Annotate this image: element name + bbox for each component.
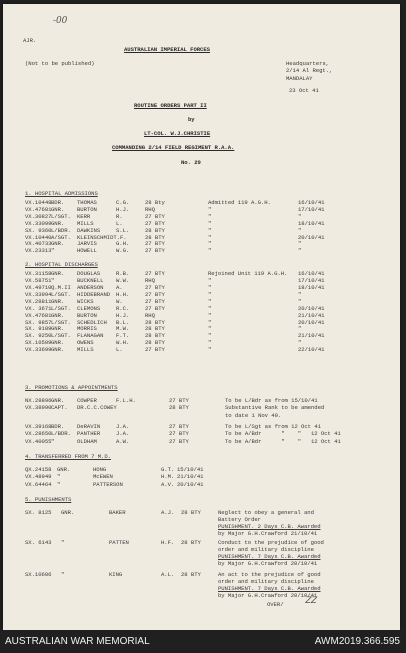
- date: 21/10/41: [298, 311, 325, 319]
- initials: H.M.: [161, 473, 175, 481]
- service-number: VX.64464: [25, 480, 52, 488]
- unit: RHQ: [145, 277, 155, 285]
- surname: MILLS: [77, 219, 94, 227]
- surname: KING: [109, 571, 123, 578]
- promotion-detail: to date 1 Nov 40.: [225, 411, 282, 419]
- surname: BURTON: [77, 205, 97, 213]
- status: ": [208, 226, 212, 234]
- service-number: VX.33699: [25, 346, 52, 354]
- date: 21/10/41: [298, 332, 325, 340]
- promotion-detail: To be A/Bdr " " 12 Oct 41: [225, 430, 341, 438]
- status: ": [208, 233, 212, 241]
- rank: L/SGT.: [51, 332, 71, 340]
- rank: ": [57, 473, 61, 481]
- surname: KERR: [77, 212, 91, 220]
- initials: S.L.: [116, 226, 130, 234]
- service-number: VX.23313: [25, 247, 52, 255]
- unit: 28 BTY: [169, 404, 189, 412]
- service-number: VX.33994: [25, 290, 52, 298]
- unit: 28 BTY: [145, 318, 165, 326]
- unit: 28 BTY: [145, 226, 165, 234]
- rank: GNR.: [51, 325, 65, 333]
- initials: F.L.H.: [116, 397, 136, 404]
- hq-date: 23 Oct 41: [289, 87, 319, 94]
- unit: 28 BTY: [181, 571, 201, 578]
- rank: GNR.: [61, 509, 75, 516]
- punishment-detail: by Major G.H.Crawford 20/10/41: [218, 591, 318, 599]
- surname: DeRAVIN: [77, 422, 101, 430]
- initials: R.C.: [116, 304, 130, 312]
- date: 20/10/41: [298, 304, 325, 312]
- service-number: VX.33099: [25, 219, 52, 227]
- surname: OLDHAM: [77, 437, 97, 445]
- service-number: QX.24158: [25, 466, 52, 473]
- surname: DOUGLAS: [77, 270, 101, 278]
- date: 22/10/41: [298, 346, 325, 354]
- section-heading: 4. TRANSFERRED FROM 7 M.D.: [25, 453, 111, 460]
- status: ": [208, 240, 212, 248]
- status: ": [208, 311, 212, 319]
- rank: L/SGT.: [51, 290, 71, 298]
- document-page: [3, 4, 400, 630]
- footer-institution: AUSTRALIAN WAR MEMORIAL: [5, 636, 150, 647]
- service-number: SX. 9360: [25, 226, 52, 234]
- service-number: SX. 9189: [25, 325, 52, 333]
- unit: 27 BTY: [145, 219, 165, 227]
- hq-line-2: 2/14 Al Regt.,: [286, 67, 333, 74]
- date: ": [298, 212, 302, 220]
- status: ": [208, 284, 212, 291]
- status: Admitted 119 A.G.H.: [208, 199, 271, 206]
- service-number: VX.28811: [25, 297, 52, 305]
- footer-accession: AWM2019.366.595: [314, 636, 400, 647]
- initials: C.G.: [116, 199, 130, 206]
- rank: GNR.: [51, 311, 65, 319]
- service-number: VX.28650: [25, 430, 52, 438]
- service-number: VX.47681: [25, 311, 52, 319]
- surname: FLANAGAN: [77, 332, 104, 340]
- date: ": [298, 339, 302, 347]
- date: ": [298, 325, 302, 333]
- date: 21/10/41: [177, 473, 204, 481]
- date: ": [298, 240, 302, 248]
- surname: DAWKINS: [77, 226, 101, 234]
- unit: 27 BTY: [169, 397, 189, 404]
- reference-code: AJR.: [23, 37, 37, 44]
- surname: DR.C.C.COWEY: [77, 404, 117, 412]
- unit: 28 BTY: [181, 539, 201, 546]
- rank: GNR.: [51, 339, 65, 347]
- promotion-detail: To be A/Bdr " " 12 Oct 41: [225, 437, 341, 445]
- handwritten-initials: ᏃᏃ: [305, 596, 317, 606]
- orders-unit: COMMANDING 2/14 FIELD REGIMENT R.A.A.: [112, 144, 235, 151]
- surname: HONG: [93, 466, 107, 473]
- orders-number: No. 29: [181, 159, 201, 166]
- rank: GNR.: [51, 219, 65, 227]
- service-number: SX.10606: [25, 571, 52, 578]
- footer-bar: [0, 630, 406, 653]
- date: 20/10/41: [298, 318, 325, 326]
- surname: PATTEN: [109, 539, 129, 546]
- status: ": [208, 219, 212, 227]
- date: 16/10/41: [298, 270, 325, 278]
- page-mark: -00: [53, 16, 68, 26]
- initials: A.V.: [161, 480, 175, 488]
- initials: A.L.: [161, 571, 175, 578]
- surname: COWPER: [77, 397, 97, 404]
- unit: 28 BTY: [145, 233, 165, 241]
- surname: MILLS: [77, 346, 94, 354]
- section-heading: 1. HOSPITAL ADMISSIONS: [25, 190, 98, 197]
- unit: 27 BTY: [169, 422, 189, 430]
- service-number: VX.30827: [25, 212, 52, 220]
- unit: RHQ: [145, 205, 155, 213]
- status: ": [208, 247, 212, 255]
- initials: B.L.: [116, 318, 130, 326]
- status: ": [208, 318, 212, 326]
- service-number: VX.10448: [25, 199, 52, 206]
- date: ": [298, 297, 302, 305]
- punishment-detail: by Major G.H.Crawford 20/10/41: [218, 559, 318, 567]
- initials: H.F.: [161, 539, 175, 546]
- status: ": [208, 297, 212, 305]
- date: ": [298, 226, 302, 234]
- initials: R.B.: [116, 270, 130, 278]
- rank: ": [61, 571, 65, 578]
- rank: L/SGT.: [51, 212, 71, 220]
- initials: H.J.: [116, 311, 130, 319]
- over-marker: OVER/: [267, 601, 284, 608]
- rank: ": [57, 480, 61, 488]
- rank: BDR.: [51, 199, 65, 206]
- service-number: SX. 9857: [25, 318, 52, 326]
- rank: L/SGT.: [51, 318, 71, 326]
- status: ": [208, 325, 212, 333]
- punishment-detail: order and military discipline: [218, 577, 314, 585]
- surname: BUCKNELL: [77, 277, 104, 285]
- rank: ": [61, 539, 65, 546]
- section-heading: 5. PUNISHMENTS: [25, 496, 72, 503]
- service-number: VX.40733: [25, 240, 52, 248]
- rank: GNR.: [57, 466, 71, 473]
- unit: 28 BTY: [145, 325, 165, 333]
- status: Rejoined Unit 119 A.G.H.: [208, 270, 288, 278]
- initials: H.H.: [116, 290, 130, 298]
- surname: MORRIS: [77, 325, 97, 333]
- unit: 27 BTY: [145, 247, 165, 255]
- punishment-detail: An act to the prejudice of good: [218, 571, 321, 578]
- unit: 28 BTY: [181, 509, 201, 516]
- service-number: SX. 8125: [25, 509, 52, 516]
- service-number: SX. 9250: [25, 332, 52, 340]
- surname: CLEMONS: [77, 304, 101, 312]
- rank: ": [51, 247, 55, 255]
- unit: 27 BTY: [145, 212, 165, 220]
- unit: 28 BTY: [145, 332, 165, 340]
- section-heading: 3. PROMOTIONS & APPOINTMENTS: [25, 384, 118, 391]
- promotion-detail: To be L/Bdr as from 15/10/41: [225, 397, 318, 404]
- rank: Q.M.II: [51, 284, 71, 291]
- initials: W.H.: [116, 339, 130, 347]
- service-number: VX.47681: [25, 205, 52, 213]
- surname: HIDDEBRAND: [77, 290, 111, 298]
- hq-line-3: MANDALAY: [286, 75, 313, 82]
- orders-by: by: [188, 116, 195, 123]
- service-number: VX.48949: [25, 473, 52, 481]
- initials: A.W.: [116, 437, 130, 445]
- surname: PANTHER: [77, 430, 101, 438]
- service-number: VX.31158: [25, 270, 52, 278]
- initials: R.: [116, 212, 123, 220]
- service-number: VX.39168: [25, 422, 52, 430]
- date: 20/10/41: [177, 480, 204, 488]
- date: ": [298, 290, 302, 298]
- service-number: SX.10509: [25, 339, 52, 347]
- initials: A.: [116, 284, 123, 291]
- status: ": [208, 304, 212, 312]
- surname: BAKER: [109, 509, 126, 516]
- punishment-detail: Conduct to the prejudice of good: [218, 539, 324, 546]
- surname: SCHEDLICH: [77, 318, 107, 326]
- punishment-detail: PUNISHMENT. 7 Days C.B. Awarded: [218, 552, 321, 560]
- rank: A/SGT.: [51, 233, 71, 241]
- unit: 28 BTY: [145, 339, 165, 347]
- punishment-detail: PUNISHMENT. 7 Days C.B. Awarded: [218, 584, 321, 592]
- rank: GNR.: [51, 240, 65, 248]
- date: 18/10/41: [298, 284, 325, 291]
- service-number: VX. 3671: [25, 304, 52, 312]
- initials: J.A.: [116, 430, 130, 438]
- status: ": [208, 332, 212, 340]
- rank: L/BDR.: [51, 430, 71, 438]
- status: ": [208, 339, 212, 347]
- not-published-note: (Not to be published): [25, 60, 95, 67]
- status: ": [208, 212, 212, 220]
- date: ": [298, 247, 302, 255]
- surname: OWENS: [77, 339, 94, 347]
- initials: W.: [116, 297, 123, 305]
- unit: 28 Bty: [145, 199, 165, 206]
- unit: RHQ: [145, 311, 155, 319]
- rank: ": [51, 277, 55, 285]
- punishment-detail: Neglect to obey a general and: [218, 509, 314, 516]
- date: 20/10/41: [298, 233, 325, 241]
- surname: KLEINSCHMIDT.F.: [77, 233, 127, 241]
- initials: W.G.: [116, 247, 130, 255]
- unit: 27 BTY: [145, 240, 165, 248]
- rank: GNR.: [51, 297, 65, 305]
- unit: 27 BTY: [169, 437, 189, 445]
- date: 17/10/41: [298, 277, 325, 285]
- unit: 27 BTY: [145, 304, 165, 312]
- orders-title: ROUTINE ORDERS PART II: [134, 102, 207, 109]
- punishment-detail: order and military discipline: [218, 545, 314, 553]
- surname: THOMAS: [77, 199, 97, 206]
- surname: ANDERSON: [77, 284, 104, 291]
- promotion-detail: Substantive Rank to be amended: [225, 404, 325, 412]
- surname: WICKS: [77, 297, 94, 305]
- rank: GNR.: [51, 346, 65, 354]
- service-number: VX.38990: [25, 404, 52, 412]
- document-title: AUSTRALIAN IMPERIAL FORCES: [124, 46, 210, 53]
- date: 18/10/41: [298, 219, 325, 227]
- initials: L.: [116, 346, 123, 354]
- date: 15/10/41: [177, 466, 204, 473]
- initials: G.T.: [161, 466, 175, 473]
- status: ": [208, 346, 212, 354]
- rank: GNR.: [51, 205, 65, 213]
- unit: 27 BTY: [145, 290, 165, 298]
- rank: CAPT.: [51, 404, 68, 412]
- rank: L/SGT.: [51, 304, 71, 312]
- initials: J.A.: [116, 422, 130, 430]
- promotion-detail: To be L/Sgt as from 12 Oct 41: [225, 422, 321, 430]
- surname: HOWELL: [77, 247, 97, 255]
- initials: H.J.: [116, 205, 130, 213]
- initials: G.H.: [116, 240, 130, 248]
- status: ": [208, 290, 212, 298]
- date: 16/10/41: [298, 199, 325, 206]
- service-number: SX. 6143: [25, 539, 52, 546]
- service-number: VX.58751: [25, 277, 52, 285]
- service-number: VX.40055: [25, 437, 52, 445]
- service-number: VX.10440: [25, 233, 52, 241]
- punishment-detail: Battery Order: [218, 515, 261, 523]
- orders-commander: LT-COL. W.J.CHRISTIE: [144, 130, 211, 137]
- rank: BDR.: [51, 422, 65, 430]
- unit: 27 BTY: [145, 346, 165, 354]
- unit: 27 BTY: [145, 297, 165, 305]
- surname: BURTON: [77, 311, 97, 319]
- rank: ": [51, 437, 55, 445]
- initials: M.W.: [116, 325, 130, 333]
- punishment-detail: by Major G.H.Crawford 21/10/41: [218, 529, 318, 537]
- initials: W.W.: [116, 277, 130, 285]
- surname: PATTERSON: [93, 480, 123, 488]
- initials: F.T.: [116, 332, 130, 340]
- section-heading: 2. HOSPITAL DISCHARGES: [25, 261, 98, 269]
- rank: GNR.: [51, 397, 65, 404]
- initials: A.J.: [161, 509, 175, 516]
- surname: McEWEN: [93, 473, 113, 481]
- initials: L.: [116, 219, 123, 227]
- status: ": [208, 205, 212, 213]
- unit: 27 BTY: [145, 284, 165, 291]
- unit: 27 BTY: [169, 430, 189, 438]
- rank: GNR.: [51, 270, 65, 278]
- surname: JARVIS: [77, 240, 97, 248]
- status: ": [208, 277, 212, 285]
- date: 17/10/41: [298, 205, 325, 213]
- rank: L/BDR.: [51, 226, 71, 234]
- service-number: NX.28896: [25, 397, 52, 404]
- service-number: VX.49710: [25, 284, 52, 291]
- hq-line-1: Headquarters,: [286, 60, 329, 67]
- unit: 27 BTY: [145, 270, 165, 278]
- punishment-detail: PUNISHMENT. 2 Days C.B. Awarded: [218, 522, 321, 530]
